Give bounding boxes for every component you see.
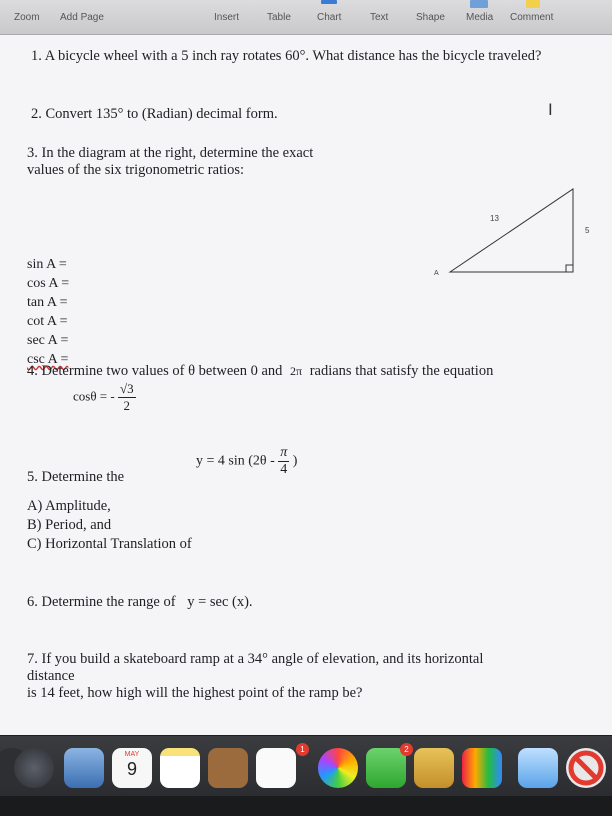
question-7-line-3: is 14 feet, how high will the highest point of the ramp be?: [27, 685, 363, 701]
numbers-icon[interactable]: [462, 748, 502, 788]
trig-ratio-sin[interactable]: sin A =: [27, 257, 67, 272]
keynote-icon[interactable]: [518, 748, 558, 788]
text-cursor-icon: I: [548, 100, 553, 119]
media-label: Media: [466, 12, 494, 23]
question-5-part-c[interactable]: C) Horizontal Translation of: [27, 536, 192, 552]
question-5-denominator: 4: [280, 462, 288, 477]
chart-button[interactable]: [317, 12, 341, 23]
app-toolbar: [0, 0, 612, 35]
question-5-part-a[interactable]: A) Amplitude,: [27, 498, 111, 514]
dock-shelf: [0, 796, 612, 816]
launchpad-icon[interactable]: [14, 748, 54, 788]
question-6[interactable]: [27, 594, 253, 611]
question-5-numerator: π: [280, 445, 288, 460]
question-7-line-2: distance: [27, 668, 75, 684]
trig-ratio-cos[interactable]: cos A =: [27, 276, 70, 291]
no-entry-icon[interactable]: [566, 748, 606, 788]
facetime-icon[interactable]: [366, 748, 406, 788]
question-4-denominator: 2: [123, 398, 131, 413]
triangle-diagram: [420, 185, 600, 285]
question-5-eq-lhs: y = 4 sin (2θ -: [196, 453, 275, 469]
question-6-text: 6. Determine the range of: [27, 594, 176, 610]
chart-label: Chart: [317, 12, 342, 23]
trig-ratio-cot[interactable]: cot A =: [27, 314, 68, 329]
question-5[interactable]: 5. Determine the: [27, 469, 125, 485]
chart-icon: [321, 0, 337, 4]
mail-stamp-icon[interactable]: [64, 748, 104, 788]
trig-ratio-list: [27, 255, 69, 369]
add-page-button[interactable]: Add Page: [60, 12, 104, 23]
media-icon: [470, 0, 488, 8]
triangle-shape: [450, 189, 573, 272]
question-2[interactable]: 2. Convert 135° to (Radian) decimal form.: [31, 106, 278, 122]
document-page[interactable]: [0, 35, 612, 735]
dock: [0, 736, 612, 816]
question-3[interactable]: 3. In the diagram at the right, determine the exact values of the six trigonometric ratios:: [27, 145, 314, 178]
question-5-part-b[interactable]: B) Period, and: [27, 517, 112, 533]
insert-button[interactable]: Insert: [214, 12, 240, 23]
question-5-fraction: [278, 445, 289, 478]
table-button[interactable]: Table: [267, 12, 291, 23]
shape-button[interactable]: Shape: [416, 12, 445, 23]
question-4[interactable]: [27, 363, 493, 380]
zoom-button[interactable]: Zoom: [14, 12, 40, 23]
reminders-icon[interactable]: [256, 748, 296, 788]
question-6-equation: y = sec (x).: [187, 594, 253, 610]
vertex-a-label: A: [434, 270, 439, 277]
comment-icon: [526, 0, 540, 8]
question-4-numerator: √3: [119, 381, 134, 396]
calendar-day: 9: [126, 759, 137, 779]
text-button[interactable]: Text: [370, 12, 389, 23]
question-5-equation: [196, 445, 297, 478]
trig-ratio-tan[interactable]: tan A =: [27, 295, 68, 310]
reminders-badge: 1: [296, 743, 309, 756]
pages-icon[interactable]: [414, 748, 454, 788]
no-entry-symbol: [566, 748, 606, 788]
comment-label: Comment: [510, 12, 554, 23]
question-4-two-pi: 2π: [290, 364, 303, 378]
question-4-eq-lhs: cosθ = -: [73, 388, 115, 404]
question-4-prefix: 4. Determine two values of θ between 0 and: [27, 363, 283, 379]
right-angle-marker: [566, 265, 573, 272]
question-4-fraction: [118, 381, 136, 414]
trig-ratio-csc[interactable]: csc A =: [27, 352, 69, 367]
question-1[interactable]: 1. A bicycle wheel with a 5 inch ray rotates 60°. What distance has the bicycle traveled?: [31, 48, 542, 64]
side-label: 5: [585, 226, 590, 235]
question-7-line-1: 7. If you build a skateboard ramp at a 34° angle of elevation, and its horizontal: [27, 651, 484, 667]
question-4-equation: [73, 381, 136, 414]
question-5-eq-rhs: ): [292, 453, 298, 469]
facetime-badge: 2: [400, 743, 413, 756]
calendar-icon[interactable]: [112, 748, 152, 788]
question-7[interactable]: [27, 651, 587, 702]
trig-ratio-sec[interactable]: sec A =: [27, 333, 69, 348]
media-button[interactable]: [466, 12, 493, 23]
hypotenuse-label: 13: [490, 214, 499, 223]
question-4-suffix: radians that satisfy the equation: [309, 363, 494, 379]
calendar-month: MAY: [124, 751, 140, 758]
comment-button[interactable]: [510, 12, 553, 23]
photos-icon[interactable]: [318, 748, 358, 788]
contacts-icon[interactable]: [208, 748, 248, 788]
notes-icon[interactable]: [160, 748, 200, 788]
